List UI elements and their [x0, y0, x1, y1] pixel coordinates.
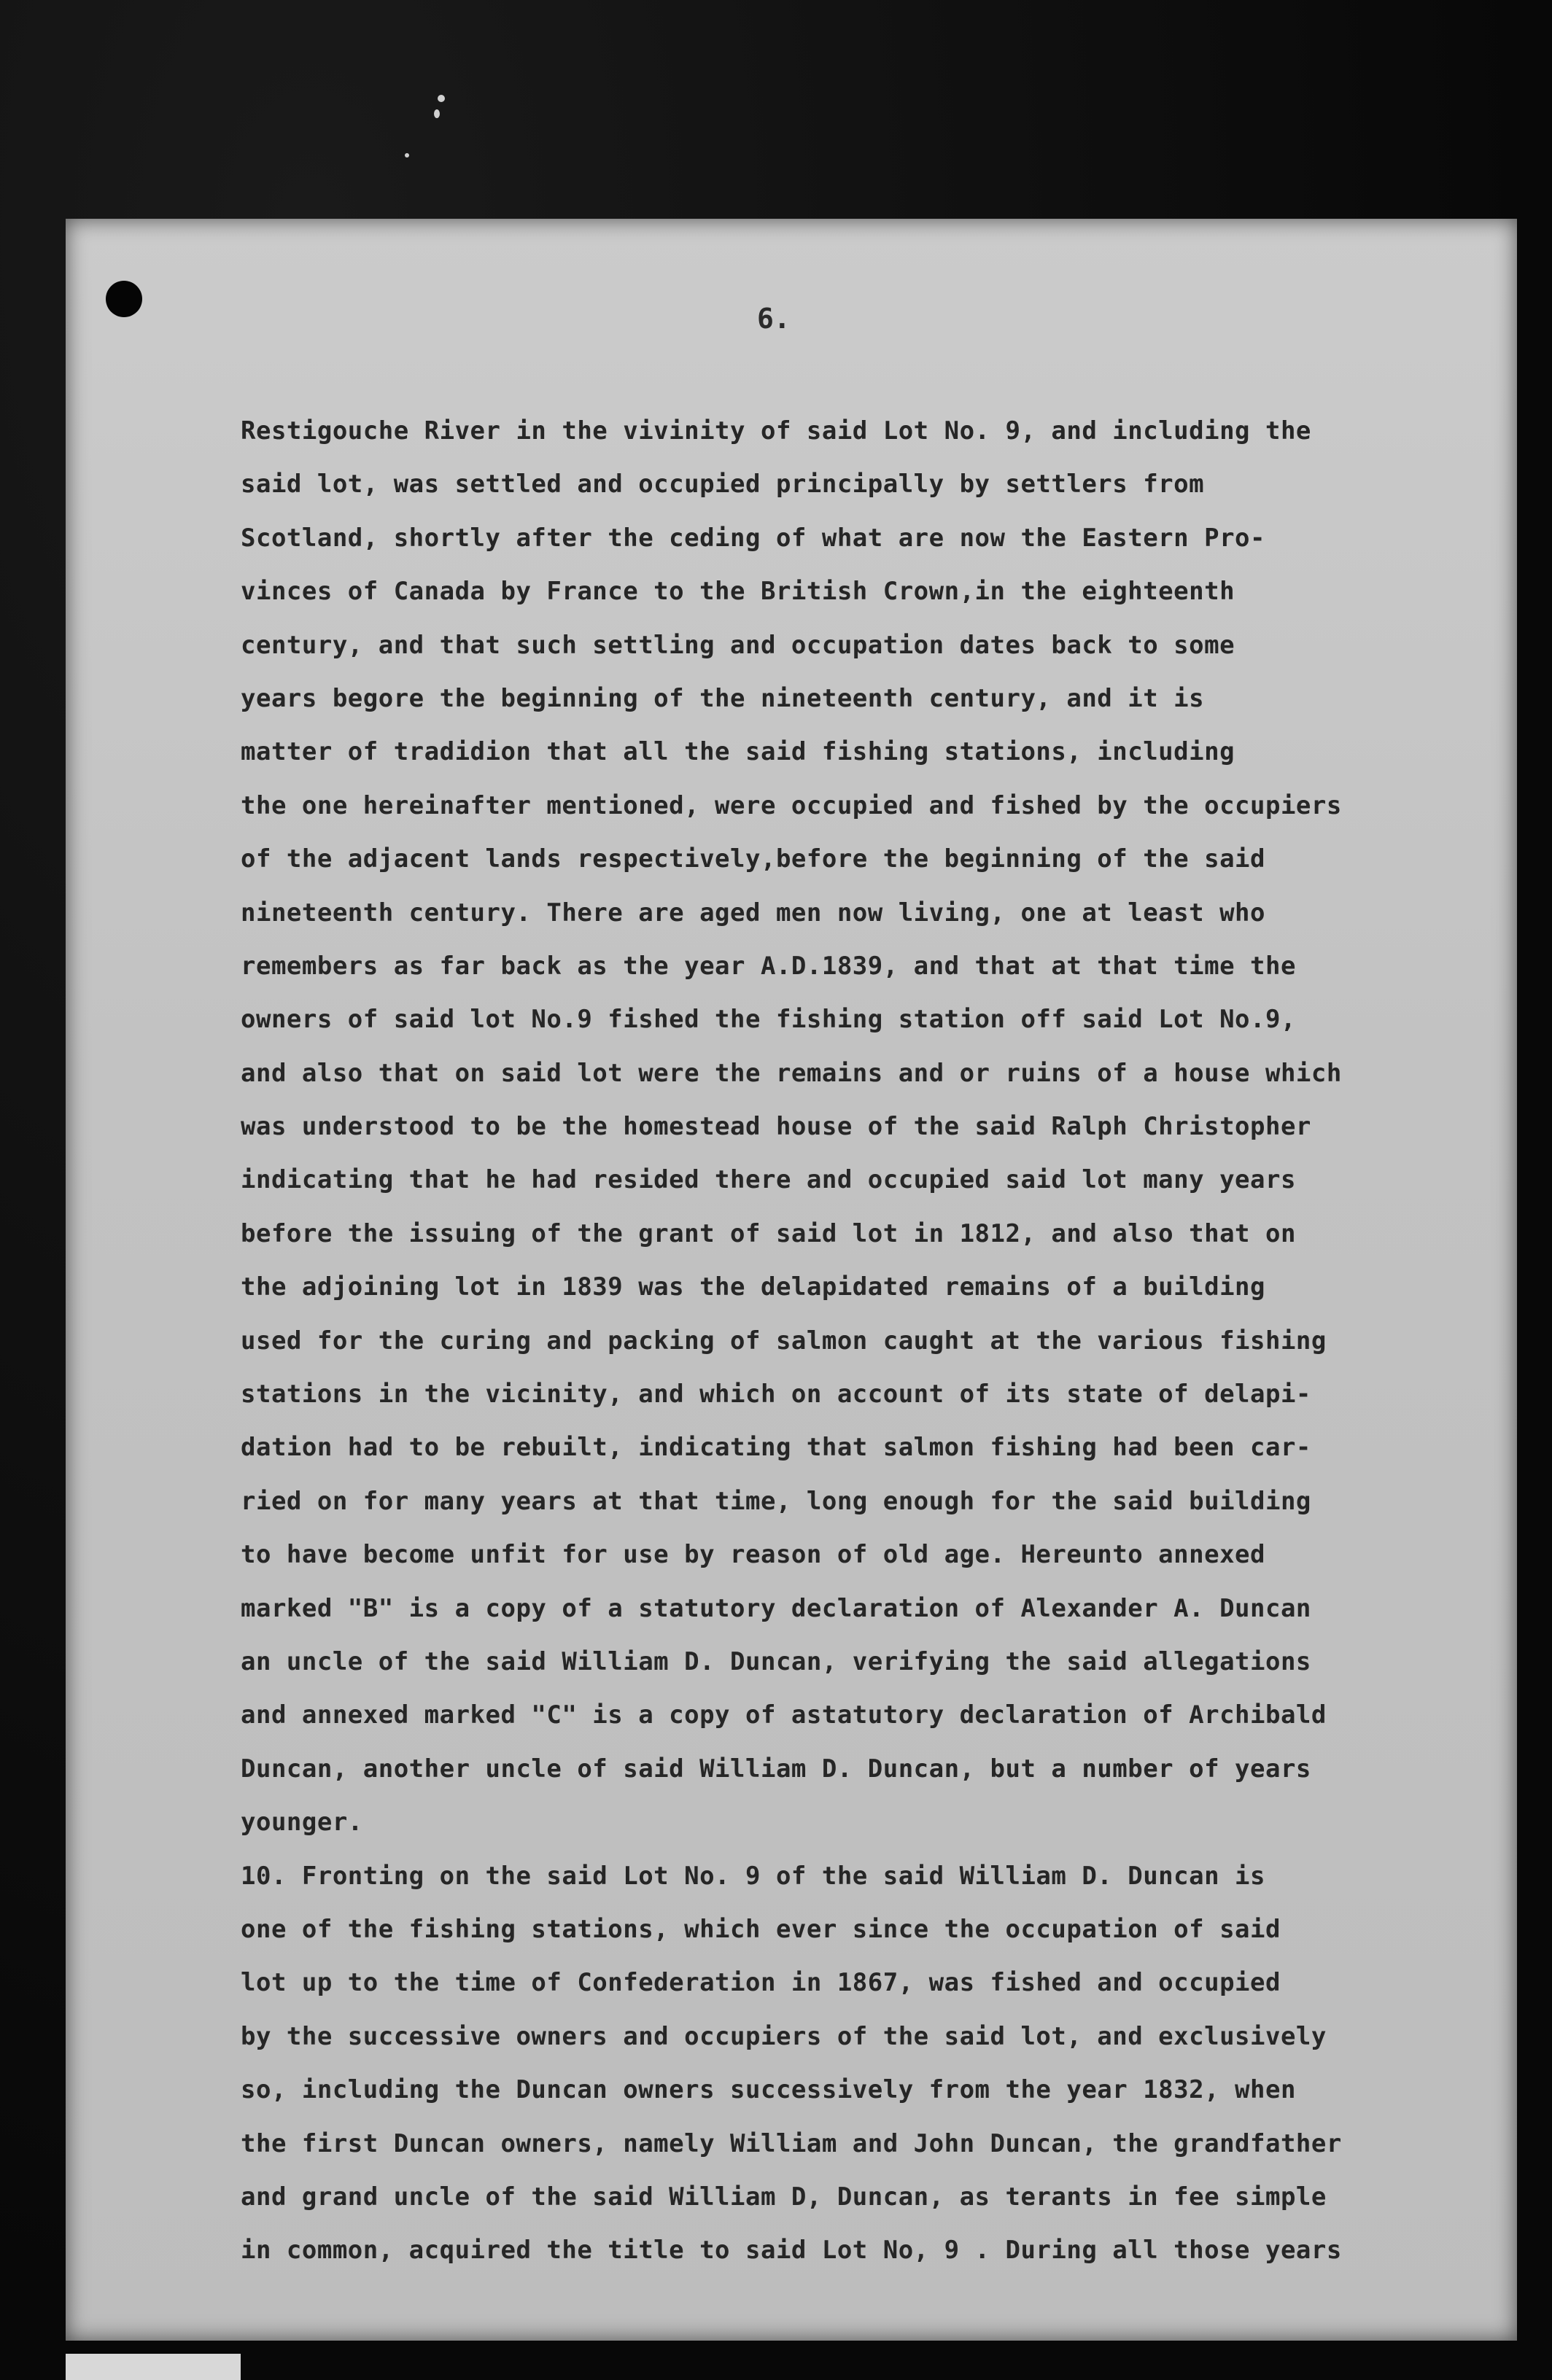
text-line: said lot, was settled and occupied principally by settlers from: [241, 470, 1205, 499]
text-line: matter of tradidion that all the said fishing stations, including: [241, 737, 1235, 767]
text-line: so, including the Duncan owners successively from the year 1832, when: [241, 2075, 1296, 2105]
text-line: Duncan, another uncle of said William D. Duncan, but a number of years: [241, 1754, 1311, 1784]
punch-hole: [106, 281, 142, 317]
text-line: one of the fishing stations, which ever since the occupation of said: [241, 1914, 1281, 1944]
text-line: century, and that such settling and occupation dates back to some: [241, 630, 1235, 660]
text-line: lot up to the time of Confederation in 1867, was fished and occupied: [241, 1968, 1281, 1998]
text-line: the first Duncan owners, namely William and John Duncan, the grandfather: [241, 2128, 1342, 2158]
text-line: vinces of Canada by France to the British Crown,in the eighteenth: [241, 577, 1235, 607]
dust-speck: [434, 109, 440, 118]
text-line: used for the curing and packing of salmon caught at the various fishing: [241, 1326, 1327, 1356]
text-line: marked "B" is a copy of a statutory declaration of Alexander A. Duncan: [241, 1593, 1311, 1623]
dust-speck: [438, 95, 445, 102]
text-line: ried on for many years at that time, long enough for the said building: [241, 1486, 1311, 1516]
text-line: younger.: [241, 1808, 363, 1838]
text-line: by the successive owners and occupiers of the said lot, and exclusively: [241, 2021, 1327, 2051]
text-line: the one hereinafter mentioned, were occupied and fished by the occupiers: [241, 790, 1342, 820]
text-line: was understood to be the homestead house of the said Ralph Christopher: [241, 1112, 1311, 1142]
text-line: and grand uncle of the said William D, Duncan, as terants in fee simple: [241, 2182, 1327, 2212]
text-line: and annexed marked "C" is a copy of astatutory declaration of Archibald: [241, 1700, 1327, 1730]
text-line: dation had to be rebuilt, indicating that salmon fishing had been car-: [241, 1433, 1311, 1463]
text-line: in common, acquired the title to said Lot No, 9 . During all those years: [241, 2236, 1342, 2266]
page-number: 6.: [757, 303, 791, 335]
text-line: nineteenth century. There are aged men now living, one at least who: [241, 898, 1265, 928]
text-line: of the adjacent lands respectively,before the beginning of the said: [241, 844, 1265, 874]
text-line: and also that on said lot were the remains and or ruins of a house which: [241, 1058, 1342, 1088]
dust-speck: [405, 153, 409, 158]
text-line: before the issuing of the grant of said lot in 1812, and also that on: [241, 1218, 1296, 1248]
text-line: years begore the beginning of the nineteenth century, and it is: [241, 683, 1205, 713]
text-line: to have become unfit for use by reason of old age. Hereunto annexed: [241, 1540, 1265, 1570]
text-line: the adjoining lot in 1839 was the delapidated remains of a building: [241, 1272, 1265, 1302]
text-line: Scotland, shortly after the ceding of what are now the Eastern Pro-: [241, 523, 1265, 553]
text-line: owners of said lot No.9 fished the fishing station off said Lot No.9,: [241, 1005, 1296, 1035]
text-line: stations in the vicinity, and which on account of its state of delapi-: [241, 1380, 1311, 1409]
paper-strip: [66, 2354, 241, 2380]
text-line: Restigouche River in the vivinity of said Lot No. 9, and including the: [241, 416, 1311, 446]
text-line: an uncle of the said William D. Duncan, verifying the said allegations: [241, 1646, 1311, 1676]
text-line: remembers as far back as the year A.D.1839, and that at that time the: [241, 951, 1296, 981]
text-line: indicating that he had resided there and occupied said lot many years: [241, 1165, 1296, 1195]
text-line: 10. Fronting on the said Lot No. 9 of the said William D. Duncan is: [241, 1861, 1265, 1891]
typewritten-body: [241, 405, 1437, 2278]
